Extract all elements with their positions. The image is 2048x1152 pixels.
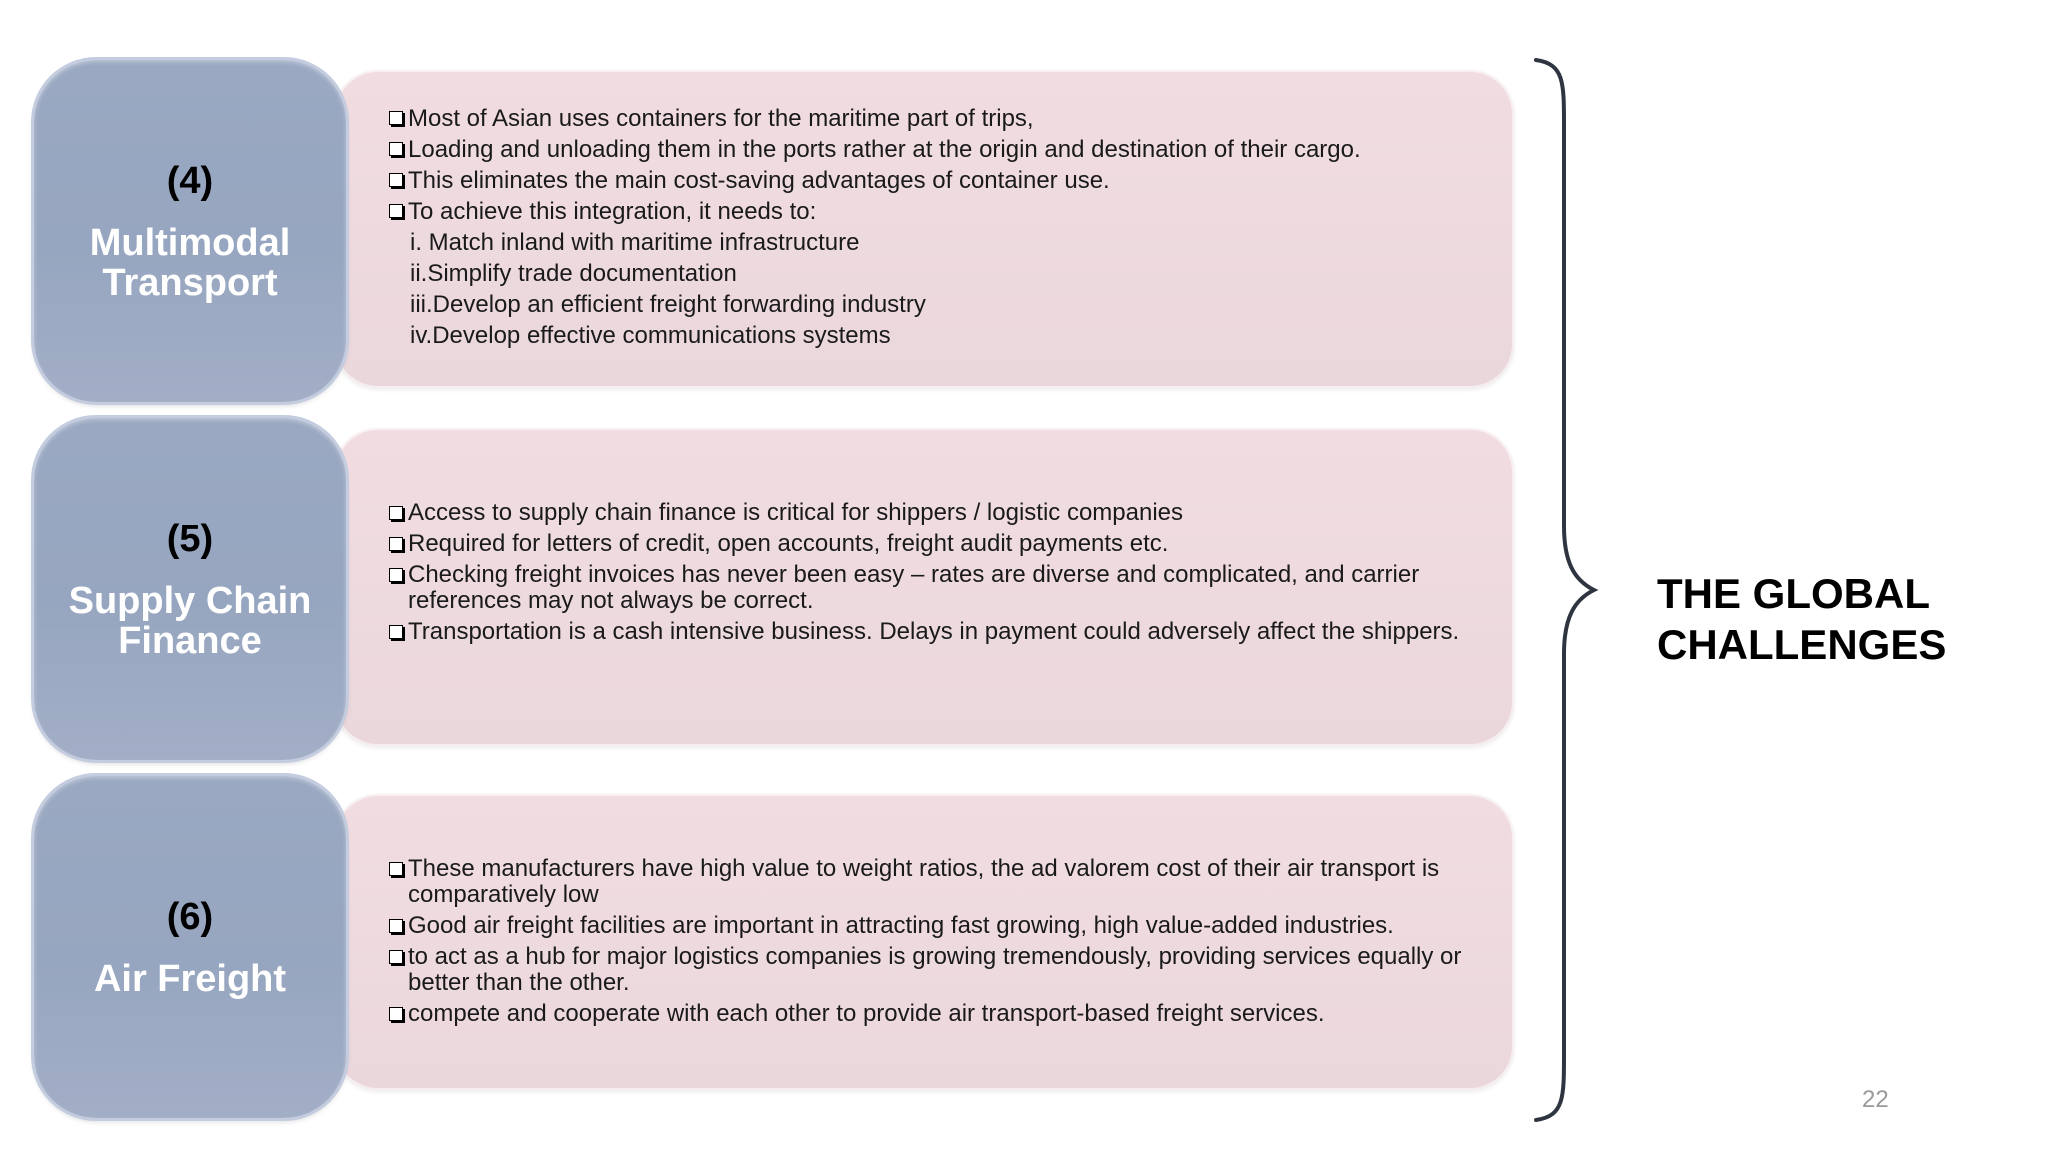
section-air-freight	[34, 776, 1514, 1118]
bullet-list	[388, 856, 1484, 1032]
bullet-item: This eliminates the main cost-saving advantages of container use.	[388, 167, 1484, 194]
right-brace-icon	[1530, 56, 1600, 1124]
bullet-item: These manufacturers have high value to weight ratios, the ad valorem cost of their air transport is comparatively low	[388, 856, 1484, 908]
sub-item: iv.Develop effective communications systems	[410, 322, 891, 349]
bullet-item: Required for letters of credit, open accounts, freight audit payments etc.	[388, 531, 1484, 557]
bullet-item: Transportation is a cash intensive business. Delays in payment could adversely affect the shippers.	[388, 619, 1484, 645]
bullet-item: Checking freight invoices has never been easy – rates are diverse and complicated, and carrier references may not always be correct.	[388, 562, 1484, 614]
bullet-item: Most of Asian uses containers for the maritime part of trips,	[388, 105, 1484, 132]
bullet-item: Access to supply chain finance is critical for shippers / logistic companies	[388, 500, 1484, 526]
section-label-box	[34, 776, 346, 1118]
sub-item: iii.Develop an efficient freight forwarding industry	[410, 291, 926, 318]
section-title: Multimodal Transport	[89, 221, 291, 304]
page-number: 22	[1862, 1086, 1889, 1113]
section-title: Air Freight	[93, 957, 287, 1000]
bullet-item: to act as a hub for major logistics companies is growing tremendously, providing services equally or better than the other.	[388, 944, 1484, 996]
section-number: (6)	[166, 895, 214, 938]
section-multimodal-transport	[34, 60, 1514, 402]
bullet-item: Loading and unloading them in the ports rather at the origin and destination of their cargo.	[388, 136, 1484, 163]
section-title: Supply Chain Finance	[68, 579, 312, 662]
bullet-item: Good air freight facilities are important in attracting fast growing, high value-added industries.	[388, 913, 1484, 939]
section-supply-chain-finance	[34, 418, 1514, 760]
bullet-item: compete and cooperate with each other to provide air transport-based freight services.	[388, 1001, 1484, 1027]
slide-title: THE GLOBAL CHALLENGES	[1657, 570, 1947, 668]
sub-item: i. Match inland with maritime infrastructure	[410, 229, 860, 256]
bullet-item: To achieve this integration, it needs to:	[388, 198, 1484, 225]
section-label-box	[34, 60, 346, 402]
section-label-box	[34, 418, 346, 760]
sub-item: ii.Simplify trade documentation	[410, 260, 737, 287]
section-number: (4)	[166, 159, 214, 202]
bullet-list	[388, 105, 1484, 353]
bullet-list	[388, 500, 1484, 650]
section-number: (5)	[166, 517, 214, 560]
